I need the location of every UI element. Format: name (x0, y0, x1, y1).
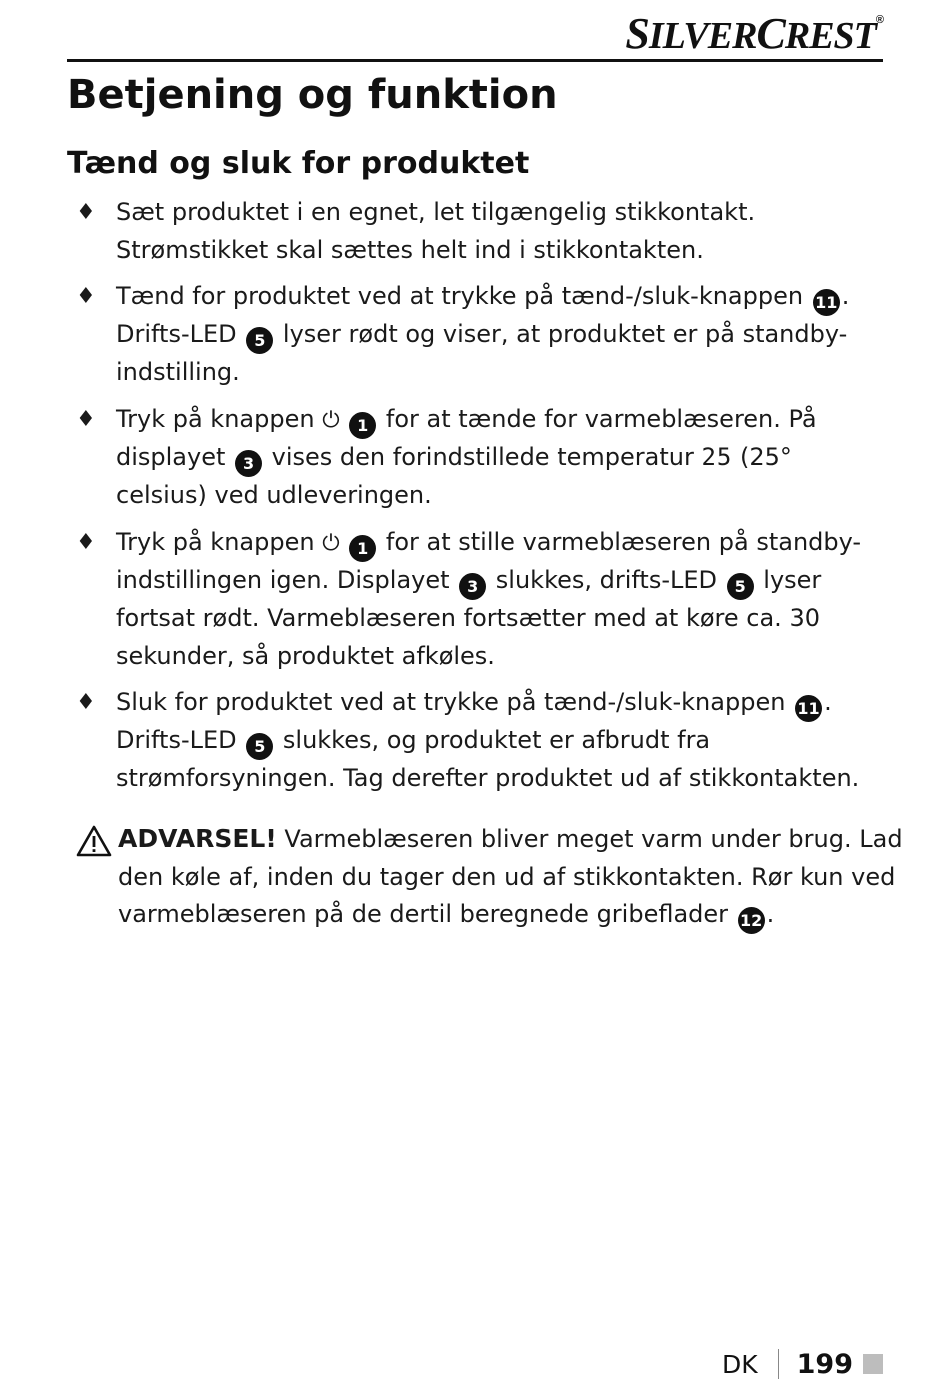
warning-block: ADVARSEL! Varmeblæseren bliver meget varm under brug. Lad den køle af, inden du tager den ud af stikkontakten. Rør kun ved varmeblæseren på de dertil beregnede gribeflader 12 . (76, 820, 926, 934)
grey-square-icon (863, 1354, 883, 1374)
power-icon: ⏻ (322, 530, 340, 556)
power-icon: ⏻ (322, 407, 340, 433)
warning-triangle-icon (76, 825, 112, 857)
language-code: DK (721, 1349, 758, 1379)
list-item: ♦ Tryk på knappen ⏻ 1 for at tænde for varmeblæseren. På displayet 3 vises den forindstillede temperatur 25 (25° celsius) ved udleveringen. (76, 401, 884, 515)
instruction-list (76, 194, 884, 807)
section-heading: Tænd og sluk for produktet (67, 146, 530, 181)
diamond-bullet-icon: ♦ (76, 200, 96, 225)
brand-logo: SILVERCREST® (625, 9, 883, 58)
diamond-bullet-icon: ♦ (76, 284, 96, 309)
callout-number: 11 (813, 289, 840, 316)
page-number: 199 (796, 1348, 853, 1380)
callout-number: 3 (459, 573, 486, 600)
callout-number: 11 (795, 695, 822, 722)
callout-number: 5 (246, 733, 273, 760)
callout-number: 1 (349, 412, 376, 439)
page-footer (722, 1346, 883, 1382)
footer-divider (778, 1349, 779, 1379)
diamond-bullet-icon: ♦ (76, 406, 96, 432)
callout-number: 3 (235, 450, 262, 477)
diamond-bullet-icon: ♦ (76, 529, 96, 555)
callout-number: 12 (738, 907, 765, 934)
list-item: ♦ Tryk på knappen ⏻ 1 for at stille varmeblæseren på standby-indstillingen igen. Displayet 3 slukkes, drifts-LED 5 lyser fortsat rødt. Varmeblæseren fortsætter med at køre ca. 30 sekunder, så produktet afkøles. (76, 524, 884, 676)
list-item: ♦ Sæt produktet i en egnet, let tilgængelig stikkontakt. Strømstikket skal sættes helt ind i stikkontakten. (76, 194, 884, 269)
list-item: ♦ Sluk for produktet ved at trykke på tænd-/sluk-knappen 11 . Drifts-LED 5 slukkes, og produktet er afbrudt fra strømforsyningen. Tag derefter produktet ud af stikkontakten. (76, 684, 884, 798)
list-item: ♦ Tænd for produktet ved at trykke på tænd-/sluk-knappen 11 . Drifts-LED 5 lyser rødt og viser, at produktet er på standby-indstilling. (76, 278, 884, 392)
warning-label: ADVARSEL! (118, 824, 277, 853)
header-rule (67, 59, 883, 62)
diamond-bullet-icon: ♦ (76, 690, 96, 715)
callout-number: 5 (246, 327, 273, 354)
display-readout: 25 (701, 443, 733, 471)
callout-number: 5 (727, 573, 754, 600)
callout-number: 1 (349, 535, 376, 562)
page-title: Betjening og funktion (67, 72, 558, 118)
